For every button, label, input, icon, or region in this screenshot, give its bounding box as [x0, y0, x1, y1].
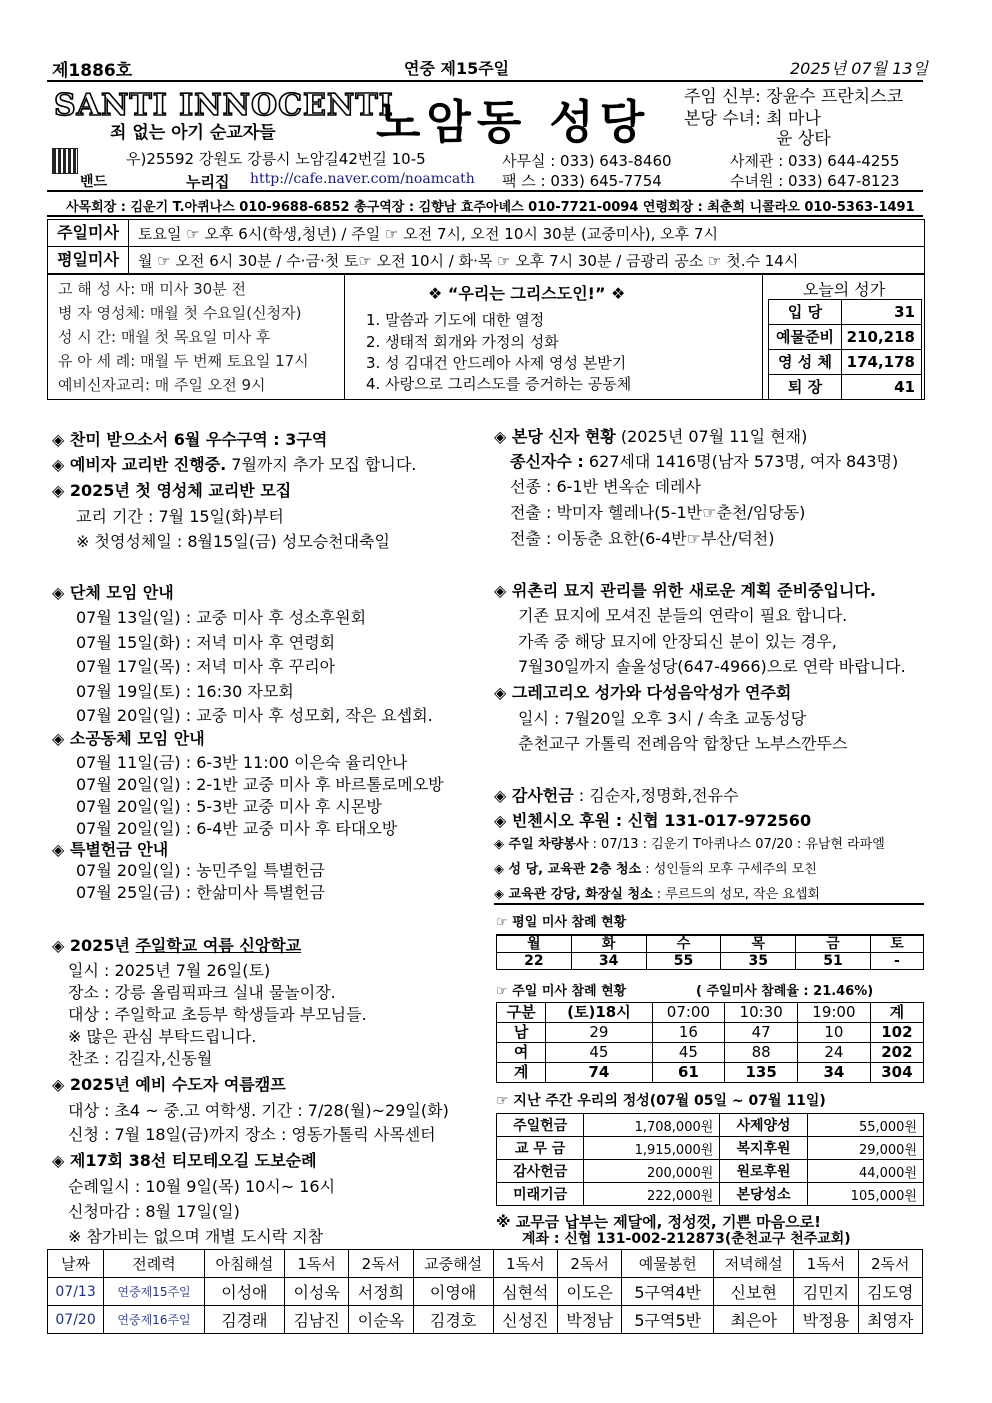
table-cell: 47	[725, 1023, 798, 1043]
table-cell: 34	[798, 1063, 871, 1083]
roster-liturgy: 연중제15주일	[104, 1278, 205, 1306]
hymn-number: 210,218	[846, 328, 915, 346]
table-cell: 최영자	[858, 1306, 922, 1334]
notice-first-communion: ◈ 2025년 첫 영성체 교리반 모집	[52, 478, 291, 501]
officers-line: 사목회장 : 김운기 T.아퀴나스 010-9688-6852 총구역장 : 김향남 효주아녜스 010-7721-0094 연령회장 : 최춘희 니콜라오 010-5363-1491	[66, 200, 915, 215]
hymn-number: 31	[894, 303, 915, 321]
table-header: 전례력	[104, 1250, 205, 1278]
group-meeting-item: 07월 17일(목) : 저녁 미사 후 꾸리아	[76, 657, 336, 676]
theme-item: 3. 성 김대건 안드레아 사제 영성 본받기	[366, 354, 627, 372]
table-cell: 미래기금	[497, 1183, 584, 1206]
table-header: 1독서	[493, 1250, 557, 1278]
sunday-attendance-table	[496, 1002, 924, 1083]
summer-school-target: 대상 : 주일학교 초등부 학생들과 부모님들.	[68, 1005, 367, 1024]
summer-school-date: 일시 : 2025년 7월 26일(토)	[68, 961, 271, 980]
table-cell: 74	[546, 1063, 652, 1083]
table-header: 구분	[497, 1003, 546, 1023]
vocation-camp-title: ◈ 2025년 예비 수도자 여름캠프	[52, 1072, 286, 1095]
table-cell: 김남진	[284, 1306, 348, 1334]
summer-school-title	[52, 933, 301, 956]
homepage-link[interactable]: http://cafe.naver.com/noamcath	[250, 171, 475, 187]
sunday-attendance-title: ☞ 주일 미사 참례 현황	[496, 984, 627, 999]
table-header: 날짜	[48, 1250, 104, 1278]
hymn-number: 174,178	[846, 353, 915, 371]
hymn-label: 영 성 체	[769, 350, 842, 374]
table-header: 화	[571, 935, 646, 953]
roster-date: 07/20	[48, 1306, 104, 1334]
table-header: (토)18시	[546, 1003, 652, 1023]
table-header: 수	[646, 935, 721, 953]
table-cell: 이영애	[413, 1278, 493, 1306]
table-cell: 최은아	[714, 1306, 794, 1334]
offering-summary-table	[496, 1113, 924, 1206]
table-header: 토	[870, 935, 923, 953]
table-header: 교중해설	[413, 1250, 493, 1278]
table-cell: 51	[796, 953, 871, 970]
concert-choir: 춘천교구 가톨릭 전례음악 합창단 노부스깐뚜스	[518, 734, 848, 753]
parishioner-count-value: 627세대 1416명(남자 573명, 여자 843명)	[583, 452, 899, 471]
pilgrimage-date: 순례일시 : 10월 9일(목) 10시~ 16시	[68, 1177, 336, 1196]
theme-item: 4. 사랑으로 그리스도를 증거하는 공동체	[366, 375, 632, 393]
table-header: 금	[796, 935, 871, 953]
tithe-note: ※ 교무금 납부는 제달에, 정성껏, 기쁜 마음으로!	[496, 1213, 821, 1231]
notice-catechumen	[52, 452, 416, 475]
table-cell: 105,000원	[807, 1183, 923, 1206]
hymn-number: 41	[894, 378, 915, 396]
table-cell: 이성욱	[284, 1278, 348, 1306]
thanksgiving-offering	[494, 783, 739, 806]
catechumen-text: 7월까지 추가 모집 합니다.	[226, 455, 417, 474]
hymn-row-recessional	[768, 374, 922, 400]
group-meetings-title: ◈ 단체 모임 안내	[52, 580, 174, 603]
table-cell: 10	[798, 1023, 871, 1043]
pilgrimage-note: ※ 참가비는 없으며 개별 도시락 지참	[68, 1227, 324, 1246]
table-cell: 45	[652, 1043, 725, 1063]
table-cell: 김민지	[794, 1278, 858, 1306]
liturgical-sunday: 연중 제15주일	[404, 59, 510, 78]
table-header: 월	[497, 935, 572, 953]
table-header: 계	[870, 1003, 923, 1023]
right-rule	[494, 903, 924, 905]
weekday-mass-label: 평일미사	[48, 247, 129, 273]
hymn-title: 오늘의 성가	[802, 280, 886, 299]
table-cell: 원로후원	[720, 1160, 807, 1183]
hymn-label: 퇴 장	[769, 375, 842, 399]
vocation-camp-target: 대상 : 초4 ~ 중.고 여학생. 기간 : 7/28(월)~29일(화)	[68, 1101, 449, 1120]
table-header: 1독서	[794, 1250, 858, 1278]
group-meeting-item: 07월 15일(화) : 저녁 미사 후 연령회	[76, 633, 336, 652]
summer-school-year: 2025년	[69, 936, 136, 955]
cleaning-church-groups: : 성인들의 모후 구세주의 모친	[641, 862, 817, 877]
sunday-mass-times: 토요일 ☞ 오후 6시(학생,청년) / 주일 ☞ 오전 7시, 오전 10시 30분 (교중미사), 오후 7시	[138, 225, 718, 243]
parish-transfer: 전출 : 박미자 헬레나(5-1반☞춘천/임당동)	[510, 503, 806, 522]
sister-2: 윤 상타	[776, 129, 831, 149]
hymn-row-entrance	[768, 299, 922, 325]
first-communion-date: ※ 첫영성체일 : 8월15일(금) 성모승천대축일	[76, 532, 391, 551]
table-cell: 이도은	[557, 1278, 621, 1306]
qr-code-icon[interactable]	[52, 148, 78, 174]
summer-school-sponsor: 찬조 : 김길자,신동월	[68, 1049, 213, 1068]
table-cell: 신보현	[714, 1278, 794, 1306]
catechumen-title: 예비자 교리반 진행중.	[69, 455, 227, 474]
table-cell: 200,000원	[584, 1160, 720, 1183]
driver-service	[494, 833, 885, 852]
parish-death: 선종 : 6-1반 변옥순 데레사	[510, 477, 701, 496]
special-collection-item: 07월 25일(금) : 한삶미사 특별헌금	[76, 883, 325, 902]
driver-service-text: : 07/13 : 김운기 T아퀴나스 07/20 : 유남현 라파엘	[588, 837, 885, 852]
table-cell: 이성애	[204, 1278, 284, 1306]
thanksgiving-names: : 김순자,정명화,전유수	[573, 786, 739, 805]
cleaning-hall-label: 교육관 강당, 화장실 청소	[508, 887, 653, 902]
cleaning-hall	[494, 883, 820, 902]
info-holy-hour: 성 시 간: 매월 첫 목요일 미사 후	[58, 328, 271, 346]
table-cell: 복지후원	[720, 1137, 807, 1160]
info-box	[47, 274, 925, 400]
hymn-label: 입 당	[769, 300, 842, 324]
first-communion-period: 교리 기간 : 7월 15일(화)부터	[76, 507, 284, 526]
cemetery-notice-text: 7월30일까지 솔올성당(647-4966)으로 연락 바랍니다.	[518, 657, 906, 676]
table-cell: 222,000원	[584, 1183, 720, 1206]
info-divider	[344, 275, 345, 399]
cleaning-church	[494, 858, 817, 877]
table-cell: 45	[546, 1043, 652, 1063]
parish-name: 노암동 성당	[376, 95, 651, 149]
roster-liturgy: 연중제16주일	[104, 1306, 205, 1334]
officers-rule	[47, 215, 923, 217]
info-infant-baptism: 유 아 세 례: 매월 두 번째 토요일 17시	[58, 352, 309, 370]
hymn-row-communion	[768, 349, 922, 375]
thanksgiving-label: 감사헌금	[511, 786, 574, 805]
table-cell: 신성진	[493, 1306, 557, 1334]
office-phone: 사무실 : 033) 643-8460	[502, 152, 672, 170]
table-header: 1독서	[284, 1250, 348, 1278]
table-cell: 감사헌금	[497, 1160, 584, 1183]
issue-number: 제1886호	[52, 61, 133, 81]
weekday-mass-times: 월 ☞ 오전 6시 30분 / 수·금·첫 토☞ 오전 10시 / 화·목 ☞ 오후 7시 30분 / 금광리 공소 ☞ 첫.수 14시	[138, 252, 799, 270]
concert-date: 일시 : 7월20일 오후 3시 / 속초 교동성당	[518, 709, 807, 728]
offering-summary-title: ☞ 지난 주간 우리의 정성(07월 05일 ~ 07월 11일)	[496, 1093, 826, 1109]
sunday-attendance-rate: ( 주일미사 참례율 : 21.46%)	[696, 984, 874, 999]
table-cell: 박정용	[794, 1306, 858, 1334]
latin-title: SANTI INNOCENTI	[54, 88, 394, 123]
sister-1: 본당 수녀: 최 마나	[684, 109, 821, 129]
table-cell: 사제양성	[720, 1114, 807, 1137]
small-community-item: 07월 20일(일) : 5-3반 교중 미사 후 시몬방	[76, 797, 382, 816]
table-cell: 102	[870, 1023, 923, 1043]
table-header: 2독서	[858, 1250, 922, 1278]
table-cell: 88	[725, 1043, 798, 1063]
group-meeting-item: 07월 13일(일) : 교중 미사 후 성소후원회	[76, 608, 367, 627]
roster-date: 07/13	[48, 1278, 104, 1306]
table-cell: 202	[870, 1043, 923, 1063]
cemetery-notice-text: 기존 묘지에 모셔진 분들의 연락이 필요 합니다.	[518, 606, 848, 625]
address: 우)25592 강원도 강릉시 노암길42번길 10-5	[126, 150, 426, 168]
tithe-account: 계좌 : 신협 131-002-212873(춘천교구 천주교회)	[522, 1231, 851, 1247]
parishioner-status-title	[494, 424, 807, 447]
small-community-item: 07월 20일(일) : 2-1반 교중 미사 후 바르톨로메오방	[76, 775, 444, 794]
table-header: 2독서	[557, 1250, 621, 1278]
vincent-support: ◈ 빈첸시오 후원 : 신협 131-017-972560	[494, 808, 811, 831]
table-header: 07:00	[652, 1003, 725, 1023]
table-cell: 29	[546, 1023, 652, 1043]
table-cell: 55	[646, 953, 721, 970]
homepage-label: 누리집	[186, 173, 230, 191]
hymn-label: 예물준비	[769, 325, 842, 349]
band-label[interactable]: 밴드	[80, 174, 108, 190]
table-cell: 본당성소	[720, 1183, 807, 1206]
table-cell: 44,000원	[807, 1160, 923, 1183]
special-collection-item: 07월 20일(일) : 농민주일 특별헌금	[76, 861, 325, 880]
special-collection-title: ◈ 특별헌금 안내	[52, 837, 168, 860]
table-cell: 1,708,000원	[584, 1114, 720, 1137]
table-cell: 박정남	[557, 1306, 621, 1334]
weekday-attendance-title: ☞ 평일 미사 참례 현황	[496, 915, 627, 930]
small-community-item: 07월 11일(금) : 6-3반 11:00 이은숙 율리안나	[76, 753, 408, 772]
latin-subtitle: 죄 없는 아기 순교자들	[110, 123, 276, 143]
group-meeting-item: 07월 19일(토) : 16:30 자모회	[76, 682, 294, 701]
concert-title: ◈ 그레고리오 성가와 다성음악성가 연주회	[494, 680, 791, 703]
table-header: 예물봉헌	[622, 1250, 714, 1278]
table-header: 2독서	[349, 1250, 413, 1278]
table-cell: 1,915,000원	[584, 1137, 720, 1160]
hymn-row-offertory	[768, 324, 922, 350]
parish-transfer: 전출 : 이동춘 요한(6-4반☞부산/덕천)	[510, 529, 775, 548]
pilgrimage-deadline: 신청마감 : 8월 17일(일)	[68, 1202, 240, 1221]
cleaning-church-label: 성 당, 교육관 2층 청소	[508, 862, 642, 877]
table-cell: 135	[725, 1063, 798, 1083]
table-cell: 김경호	[413, 1306, 493, 1334]
driver-service-label: 주일 차량봉사	[508, 837, 589, 852]
contact-rule	[47, 190, 923, 192]
table-cell: 55,000원	[807, 1114, 923, 1137]
weekday-mass-row	[47, 246, 925, 274]
table-cell: 22	[497, 953, 572, 970]
parishioner-status-label: 본당 신자 현황	[511, 427, 616, 446]
summer-school-place: 장소 : 강릉 올림픽파크 실내 물놀이장.	[68, 983, 336, 1002]
parishioner-count-label: 종신자수 :	[510, 452, 584, 471]
info-sick-communion: 병 자 영성체: 매월 첫 수요일(신청자)	[58, 304, 302, 322]
table-cell: 29,000원	[807, 1137, 923, 1160]
vocation-camp-apply: 신청 : 7월 18일(금)까지 장소 : 영동가톨릭 사목센터	[68, 1125, 436, 1144]
table-cell: -	[870, 953, 923, 970]
table-cell: 61	[652, 1063, 725, 1083]
table-cell: 35	[721, 953, 796, 970]
sunday-mass-row	[47, 219, 925, 247]
table-header: 19:00	[798, 1003, 871, 1023]
table-cell: 심현석	[493, 1278, 557, 1306]
table-cell: 5구역5반	[622, 1306, 714, 1334]
summer-school-name: 주일학교 여름 신앙학교	[135, 936, 302, 955]
small-community-title: ◈ 소공동체 모임 안내	[52, 726, 205, 749]
table-cell: 김경래	[204, 1306, 284, 1334]
parishioner-count	[510, 449, 898, 472]
table-cell: 이순옥	[349, 1306, 413, 1334]
cemetery-notice-text: 가족 중 해당 묘지에 안장되신 분이 있는 경우,	[518, 632, 837, 651]
table-cell: 34	[571, 953, 646, 970]
rectory-phone: 사제관 : 033) 644-4255	[730, 152, 900, 170]
cemetery-notice-title: ◈ 위촌리 묘지 관리를 위한 새로운 계획 준비중입니다.	[494, 578, 876, 601]
table-cell: 계	[497, 1063, 546, 1083]
table-cell: 김도영	[858, 1278, 922, 1306]
theme-title: ❖ “우리는 그리스도인!” ❖	[428, 284, 626, 303]
table-cell: 여	[497, 1043, 546, 1063]
table-cell: 남	[497, 1023, 546, 1043]
table-header: 아침해설	[204, 1250, 284, 1278]
summer-school-note: ※ 많은 관심 부탁드립니다.	[68, 1027, 257, 1046]
table-header: 10:30	[725, 1003, 798, 1023]
table-header: 목	[721, 935, 796, 953]
table-cell: 304	[870, 1063, 923, 1083]
pastor: 주임 신부: 장윤수 프란치스코	[684, 87, 904, 107]
liturgy-roster-table	[47, 1249, 923, 1334]
table-cell: 24	[798, 1043, 871, 1063]
table-cell: 5구역4반	[622, 1278, 714, 1306]
table-header: 저녁해설	[714, 1250, 794, 1278]
theme-item: 1. 말씀과 기도에 대한 열정	[366, 311, 545, 329]
table-cell: 교 무 금	[497, 1137, 584, 1160]
info-catechumen: 예비신자교리: 매 주일 오전 9시	[58, 376, 266, 394]
info-divider	[762, 275, 763, 399]
table-cell: 16	[652, 1023, 725, 1043]
table-cell: 주일헌금	[497, 1114, 584, 1137]
table-cell: 서정희	[349, 1278, 413, 1306]
notice-laudato-si: ◈ 찬미 받으소서 6월 우수구역 : 3구역	[52, 427, 327, 450]
weekday-attendance-table	[496, 934, 924, 970]
fax-number: 팩 스 : 033) 645-7754	[502, 172, 662, 190]
info-confession: 고 해 성 사: 매 미사 30분 전	[58, 280, 246, 298]
sunday-mass-label: 주일미사	[48, 220, 129, 246]
group-meeting-item: 07월 20일(일) : 교중 미사 후 성모회, 작은 요셉회.	[76, 706, 433, 725]
pilgrimage-title: ◈ 제17회 38선 티모테오길 도보순례	[52, 1148, 317, 1171]
issue-date: 2025년 07월 13일	[790, 59, 928, 78]
parishioner-status-date: (2025년 07월 11일 현재)	[615, 427, 808, 446]
theme-item: 2. 생태적 회개와 가정의 성화	[366, 333, 559, 351]
cleaning-hall-groups: : 루르드의 성모, 작은 요셉회	[652, 887, 820, 902]
small-community-item: 07월 20일(일) : 6-4반 교중 미사 후 타대오방	[76, 819, 398, 838]
convent-phone: 수녀원 : 033) 647-8123	[730, 172, 900, 190]
